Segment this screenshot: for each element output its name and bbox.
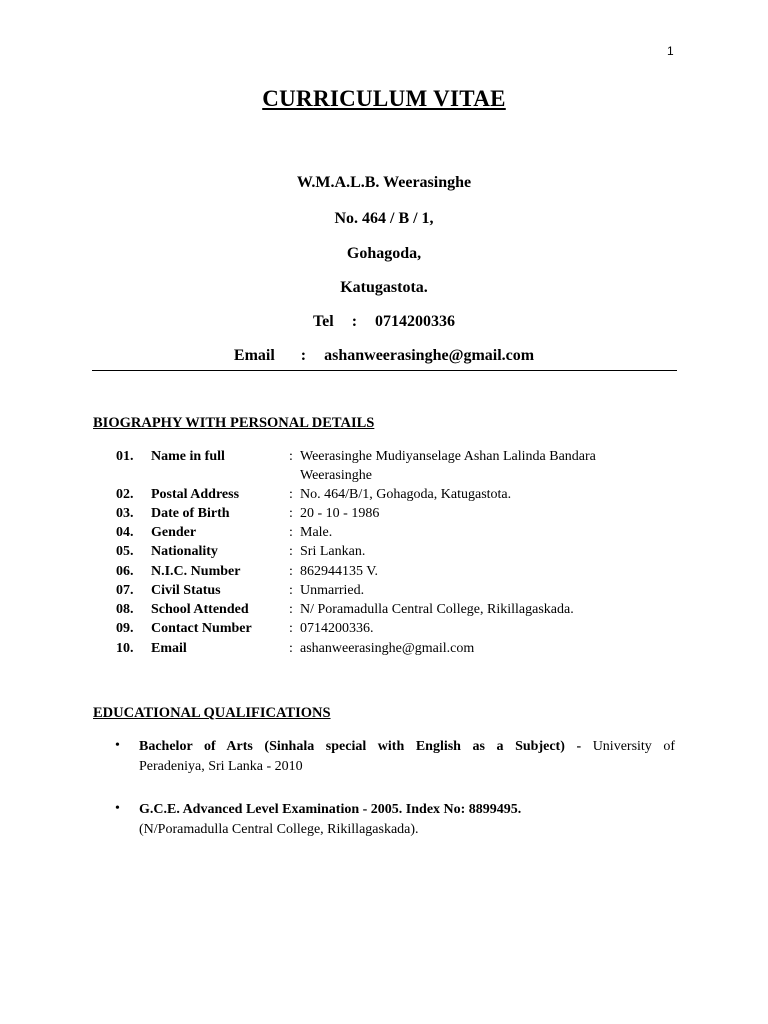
- education-item-line2: Peradeniya, Sri Lanka - 2010: [139, 759, 303, 774]
- row-value: 862944135 V.: [300, 564, 379, 579]
- row-number: 02.: [116, 487, 134, 502]
- row-label: Postal Address: [151, 487, 240, 502]
- education-heading: EDUCATIONAL QUALIFICATIONS: [93, 705, 331, 721]
- education-item-line1: [139, 800, 675, 820]
- row-colon: :: [289, 621, 293, 636]
- row-number: 05.: [116, 544, 134, 559]
- row-value: Unmarried.: [300, 583, 365, 598]
- email-value: ashanweerasinghe@gmail.com: [324, 347, 535, 364]
- row-value: No. 464/B/1, Gohagoda, Katugastota.: [300, 487, 512, 502]
- row-value: 20 - 10 - 1986: [300, 506, 380, 521]
- tel-value: 0714200336: [375, 313, 456, 330]
- row-number: 04.: [116, 525, 134, 540]
- row-colon: :: [289, 487, 293, 502]
- row-number: 01.: [116, 449, 134, 464]
- row-value: Sri Lankan.: [300, 544, 366, 559]
- row-number: 07.: [116, 583, 134, 598]
- row-label: N.I.C. Number: [151, 564, 241, 579]
- row-colon: :: [289, 641, 293, 656]
- row-value: ashanweerasinghe@gmail.com: [300, 641, 475, 656]
- contact-name: W.M.A.L.B. Weerasinghe: [296, 174, 472, 191]
- row-value: 0714200336.: [300, 621, 374, 636]
- row-number: 09.: [116, 621, 134, 636]
- education-item-title: G.C.E. Advanced Level Examination - 2005. Index No: 8899495.: [139, 802, 522, 817]
- row-label: Email: [151, 641, 187, 656]
- row-value: Weerasinghe Mudiyanselage Ashan Lalinda Bandara Weerasinghe: [300, 449, 596, 483]
- tel-label: Tel: [312, 313, 334, 330]
- tel-separator: :: [351, 313, 358, 330]
- contact-address-line2: Gohagoda,: [346, 245, 422, 262]
- bio-row-name: [0, 447, 768, 485]
- row-colon: :: [289, 544, 293, 559]
- header-divider: [92, 370, 677, 371]
- contact-address-line3: Katugastota.: [340, 279, 428, 296]
- row-value: N/ Poramadulla Central College, Rikillagaskada.: [300, 602, 574, 617]
- bullet-icon: •: [115, 738, 120, 753]
- contact-tel: [0, 313, 768, 331]
- row-label: Contact Number: [151, 621, 252, 636]
- row-colon: :: [289, 525, 293, 540]
- row-number: 08.: [116, 602, 134, 617]
- row-number: 10.: [116, 641, 134, 656]
- biography-heading: BIOGRAPHY WITH PERSONAL DETAILS: [93, 415, 375, 431]
- row-number: 03.: [116, 506, 134, 521]
- row-colon: :: [289, 564, 293, 579]
- row-value: Male.: [300, 525, 333, 540]
- row-label: Gender: [151, 525, 197, 540]
- row-label: Name in full: [151, 449, 225, 464]
- row-colon: :: [289, 602, 293, 617]
- row-colon: :: [289, 583, 293, 598]
- education-item-line1: [139, 737, 675, 757]
- education-item-line2: (N/Poramadulla Central College, Rikillagaskada).: [139, 822, 419, 837]
- email-label: Email: [233, 347, 275, 364]
- row-colon: :: [289, 449, 293, 464]
- email-separator: :: [300, 347, 307, 364]
- education-item-institution: University of: [592, 739, 676, 754]
- contact-email: [0, 347, 768, 365]
- row-label: Date of Birth: [151, 506, 230, 521]
- row-label: Nationality: [151, 544, 218, 559]
- education-item-title: Bachelor of Arts (Sinhala special with English as a Subject) -: [139, 739, 582, 754]
- education-item-al: [139, 800, 675, 840]
- row-label: School Attended: [151, 602, 249, 617]
- row-number: 06.: [116, 564, 134, 579]
- row-label: Civil Status: [151, 583, 221, 598]
- education-item-bachelor: [139, 737, 675, 777]
- bullet-icon: •: [115, 801, 120, 816]
- row-colon: :: [289, 506, 293, 521]
- contact-address-line1: No. 464 / B / 1,: [334, 210, 434, 227]
- page-number: 1: [667, 44, 674, 58]
- cv-title: CURRICULUM VITAE: [262, 86, 506, 111]
